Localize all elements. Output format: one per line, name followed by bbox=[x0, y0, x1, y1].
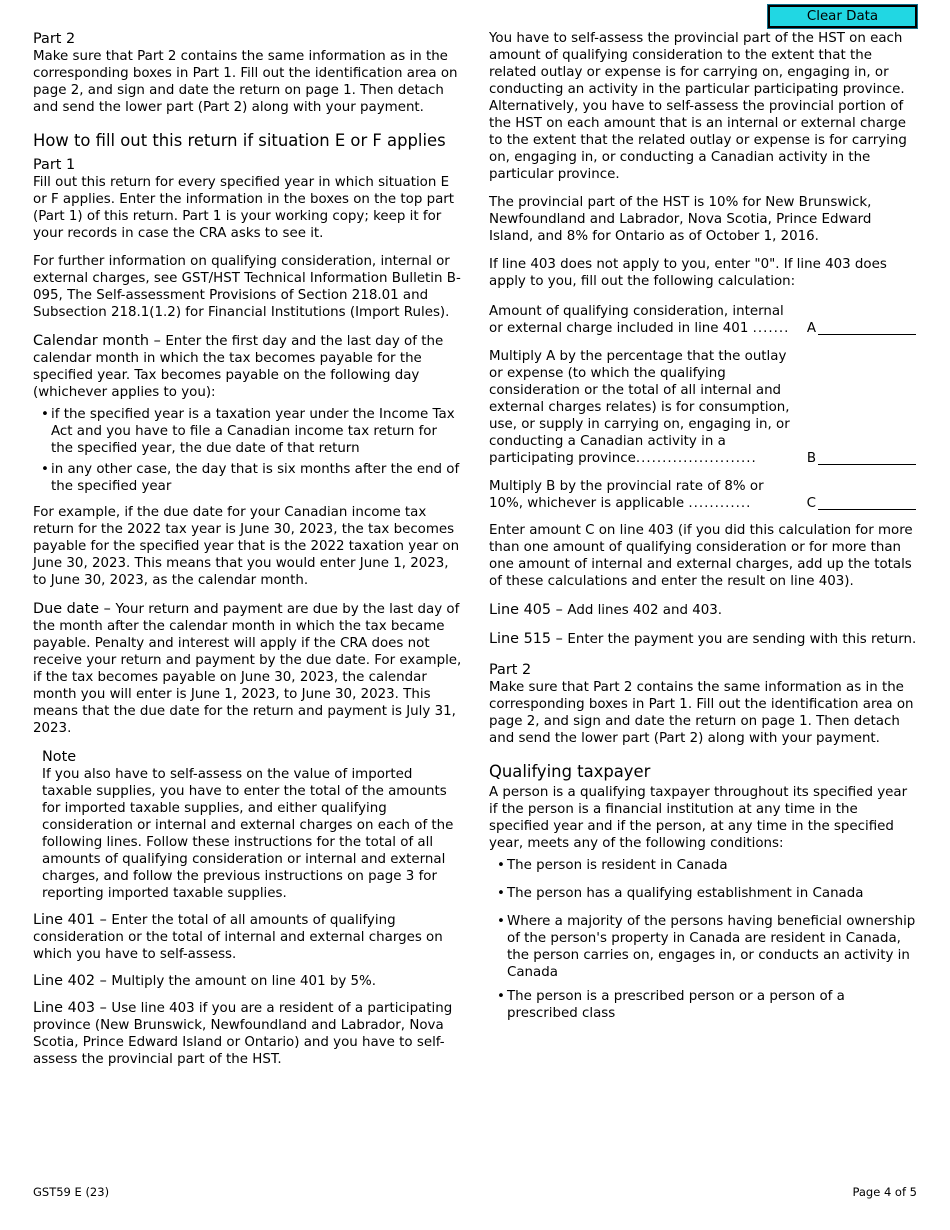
line-403-paragraph bbox=[33, 999, 463, 1068]
note-box bbox=[33, 748, 463, 902]
calc-line-b bbox=[489, 348, 917, 467]
list-item: • Where a majority of the persons having beneficial ownership of the person's property in Canada are resident in Canada, the person carries on, engages in, or conducts an activity in Canada bbox=[489, 913, 917, 981]
right-column bbox=[489, 30, 917, 1022]
calc-c-letter: C bbox=[806, 496, 816, 511]
calc-c-label: Multiply B by the provincial rate of 8% or 10%, whichever is applicable ............ bbox=[489, 479, 764, 511]
calc-line-c bbox=[489, 478, 917, 512]
self-assess-text: You have to self-assess the provincial part of the HST on each amount of qualifying consideration to the extent that the related outlay or expense is for carrying on, engaging in, or conducting an activity in the particular participating province. Alternatively, you have to self-assess the provincial portion of the HST on each amount that is an internal or external charge to the extent that the related outlay or expense is for carrying on, engaging in, or conducting a Canadian activity in the particular province. bbox=[489, 31, 907, 182]
page-number: Page 4 of 5 bbox=[852, 1185, 917, 1199]
part1-heading: Part 1 bbox=[33, 157, 76, 173]
if-line-403-text: If line 403 does not apply to you, enter "0". If line 403 does apply to you, fill out the following calculation: bbox=[489, 257, 887, 289]
howto-heading: How to fill out this return if situation E or F applies bbox=[33, 131, 446, 150]
calc-b-letter: B bbox=[806, 451, 816, 466]
line-403-text: Use line 403 if you are a resident of a participating province (New Brunswick, Newfoundland and Labrador, Nova Scotia, Prince Edward Island or Ontario) and you have to self-assess the provincial part of the HST. bbox=[33, 1001, 453, 1067]
list-item: • The person is resident in Canada bbox=[489, 857, 917, 874]
left-column bbox=[33, 30, 463, 1068]
qualifying-taxpayer-heading: Qualifying taxpayer bbox=[489, 762, 651, 781]
clear-data-button[interactable]: Clear Data bbox=[768, 5, 917, 28]
line-402-text: Multiply the amount on line 401 by 5%. bbox=[111, 974, 377, 989]
calendar-month-paragraph bbox=[33, 332, 463, 401]
calc-c-amount-field[interactable] bbox=[818, 495, 916, 510]
further-info-text: For further information on qualifying consideration, internal or external charges, see GST/HST Technical Information Bulletin B-095, The Self-assessment Provisions of Section 218.01 and Subsection 218.1(1.2) for Financial Institutions (Import Rules). bbox=[33, 254, 461, 320]
calendar-month-label: Calendar month – bbox=[33, 333, 166, 349]
line-405-label: Line 405 – bbox=[489, 602, 568, 618]
due-date-label: Due date – bbox=[33, 601, 116, 617]
line-515-text: Enter the payment you are sending with this return. bbox=[567, 632, 917, 647]
part1-text: Fill out this return for every specified year in which situation E or F applies. Enter the information in the boxes on the top part (Part 1) of this return. Part 1 is your working copy; keep it for your records in case the CRA asks to see it. bbox=[33, 175, 455, 241]
line-403-label: Line 403 – bbox=[33, 1000, 112, 1016]
note-heading: Note bbox=[42, 749, 77, 765]
calc-line-a bbox=[489, 303, 917, 337]
qualifying-bullets bbox=[489, 857, 917, 1022]
enter-c-text: Enter amount C on line 403 (if you did this calculation for more than one amount of qualifying consideration or for more than one amount of internal and external charges, add up the totals of these calculations and enter the result on line 403). bbox=[489, 523, 913, 589]
part2-heading: Part 2 bbox=[33, 31, 76, 47]
list-item: • The person has a qualifying establishment in Canada bbox=[489, 885, 917, 902]
line-405-paragraph bbox=[489, 601, 917, 619]
calc-a-label: Amount of qualifying consideration, internal or external charge included in line 401 ....... bbox=[489, 304, 790, 336]
line-515-label: Line 515 – bbox=[489, 631, 568, 647]
calc-b-label: Multiply A by the percentage that the outlay or expense (to which the qualifying consideration or the total of all internal and external charges relates) is for consumption, use, or supply in carrying on, engaging in, or conducting a Canadian activity in a participating province....................... bbox=[489, 349, 790, 466]
qualifying-taxpayer-text: A person is a qualifying taxpayer throughout its specified year if the person is a financial institution at any time in the specified year and if the person, at any time in the specified year, meets any of the following conditions: bbox=[489, 785, 908, 851]
note-text: If you also have to self-assess on the value of imported taxable supplies, you have to enter the total of the amounts for imported taxable supplies, and either qualifying consideration or internal and external charges on each of the following lines. Follow these instructions for the total of all amounts of qualifying consideration or internal and external charges, and follow the previous instructions on page 3 for reporting imported taxable supplies. bbox=[42, 767, 454, 901]
calendar-bullets bbox=[33, 406, 463, 495]
line-402-paragraph bbox=[33, 972, 463, 990]
list-item: • The person is a prescribed person or a person of a prescribed class bbox=[489, 988, 917, 1022]
calc-a-amount-field[interactable] bbox=[818, 320, 916, 335]
part2-text: Make sure that Part 2 contains the same information as in the corresponding boxes in Part 1. Fill out the identification area on page 2, and sign and date the return on page 1. Then detach and send the lower part (Part 2) along with your payment. bbox=[33, 49, 458, 115]
provincial-rate-text: The provincial part of the HST is 10% for New Brunswick, Newfoundland and Labrador, Nova Scotia, Prince Edward Island, and 8% for Ontario as of October 1, 2016. bbox=[489, 195, 872, 244]
form-id: GST59 E (23) bbox=[33, 1185, 110, 1199]
calendar-month-text: Enter the first day and the last day of the calendar month in which the tax becomes payable for the specified year. Tax becomes payable on the following day (whichever applies to you): bbox=[33, 334, 444, 400]
line-401-text: Enter the total of all amounts of qualifying consideration or the total of internal and external charges on which you have to self-assess. bbox=[33, 913, 443, 962]
line-402-label: Line 402 – bbox=[33, 973, 112, 989]
line-401-paragraph bbox=[33, 911, 463, 963]
calc-a-letter: A bbox=[806, 321, 816, 336]
list-item: • in any other case, the day that is six months after the end of the specified year bbox=[33, 461, 463, 495]
calc-b-amount-field[interactable] bbox=[818, 450, 916, 465]
part2-heading-right: Part 2 bbox=[489, 662, 532, 678]
line-515-paragraph bbox=[489, 630, 917, 648]
due-date-text: Your return and payment are due by the last day of the month after the calendar month in which the tax became payable. Penalty and interest will apply if the CRA does not receive your return and payment by the due date. For example, if the tax becomes payable on June 30, 2023, the calendar month you will enter is June 1, 2023, to June 30, 2023. This means that the due date for the return and payment is July 31, 2023. bbox=[33, 602, 462, 736]
due-date-paragraph bbox=[33, 600, 463, 737]
list-item: • if the specified year is a taxation year under the Income Tax Act and you have to file a Canadian income tax return for the specified year, the due date of that return bbox=[33, 406, 463, 457]
example-text: For example, if the due date for your Canadian income tax return for the 2022 tax year is June 30, 2023, the tax becomes payable for the specified year that is the 2022 taxation year on June 30, 2023. This means that you would enter June 1, 2023, to June 30, 2023, as the calendar month. bbox=[33, 505, 460, 588]
part2-text-right: Make sure that Part 2 contains the same information as in the corresponding boxes in Part 1. Fill out the identification area on page 2, and sign and date the return on page 1. Then detach and send the lower part (Part 2) along with your payment. bbox=[489, 680, 914, 746]
line-405-text: Add lines 402 and 403. bbox=[567, 603, 723, 618]
line-401-label: Line 401 – bbox=[33, 912, 112, 928]
